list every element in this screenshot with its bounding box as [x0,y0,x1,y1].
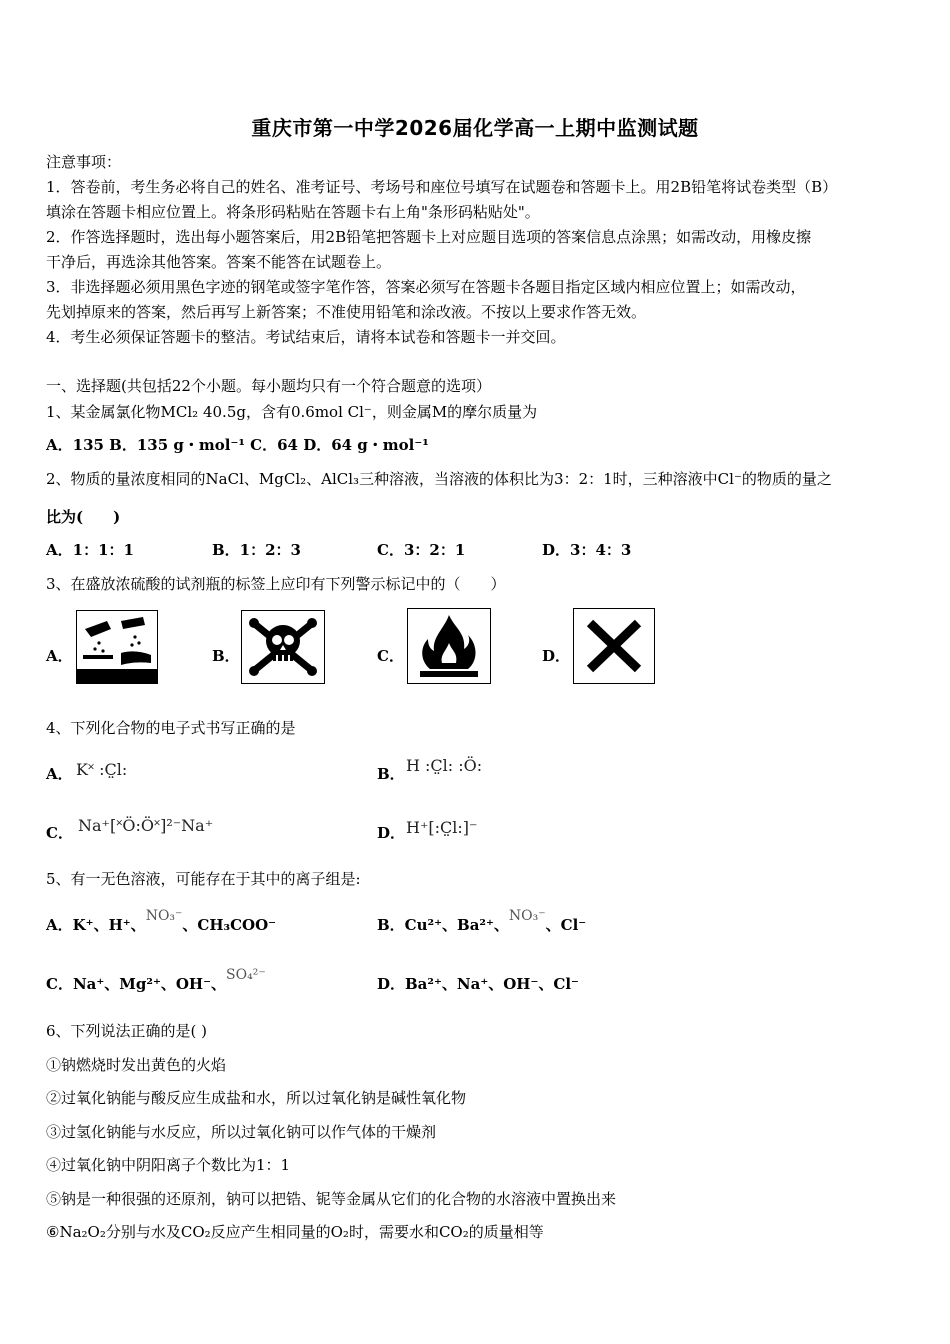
notice-line-2: 填涂在答题卡相应位置上。将条形码粘贴在答题卡右上角"条形码粘贴处"。 [46,203,540,221]
q4-option-c: C． [46,824,73,842]
page-title: 重庆市第一中学2026届化学高一上期中监测试题 [251,116,699,140]
q4-formula-a: K˟ :C̤l: [76,760,128,779]
q5-option-d: D．Ba²⁺、Na⁺、OH⁻、Cl⁻ [377,975,579,993]
q6-stem: 6、下列说法正确的是( ) [46,1022,208,1040]
q5-option-c [46,967,266,995]
q3-option-a: A． [46,647,73,665]
q5-option-b-text: B．Cu²⁺、Ba²⁺、 [377,916,509,934]
q2-option-d: D．3：4：3 [542,541,632,559]
q5-option-a [46,908,277,936]
section-heading: 一、选择题(共包括22个小题。每小题均只有一个符合题意的选项） [46,377,491,395]
q2-stem: 2、物质的量浓度相同的NaCl、MgCl₂、AlCl₃三种溶液，当溶液的体积比为3：2：1时，三种溶液中Cl⁻的物质的量之 [46,470,832,488]
q5-option-c-text: C．Na⁺、Mg²⁺、OH⁻、 [46,975,227,993]
notice-line-7: 4．考生必须保证答题卡的整洁。考试结束后，请将本试卷和答题卡一并交回。 [46,328,566,346]
q3-stem: 3、在盛放浓硫酸的试剂瓶的标签上应印有下列警示标记中的（ ） [46,575,506,593]
q4-stem: 4、下列化合物的电子式书写正确的是 [46,719,296,737]
q2-stem-cont: 比为( ) [46,508,121,526]
q5-option-b [377,908,587,936]
q4-option-b: B． [377,765,405,783]
q6-statement-5: ⑤钠是一种很强的还原剂，钠可以把锆、铌等金属从它们的化合物的水溶液中置换出来 [46,1190,617,1208]
q6-statement-4: ④过氧化钠中阴阳离子个数比为1：1 [46,1156,291,1174]
q1-options: A．135 B．135 g・mol⁻¹ C．64 D．64 g・mol⁻¹ [46,436,429,454]
q4-option-a: A． [46,765,73,783]
notice-heading: 注意事项： [46,153,122,171]
q6-statement-3: ③过氢化钠能与水反应，所以过氧化钠可以作气体的干燥剂 [46,1123,437,1141]
q2-option-a: A．1：1：1 [46,541,134,559]
notice-line-4: 干净后，再选涂其他答案。答案不能答在试题卷上。 [46,253,392,271]
corrosive-icon [76,610,158,684]
q5-option-b-tail: 、Cl⁻ [545,916,587,934]
q2-option-c: C．3：2：1 [377,541,466,559]
q5-option-a-text: A．K⁺、H⁺、 [46,916,146,934]
q3-option-d: D． [542,647,571,665]
q5-option-b-ion: NO₃⁻ [508,908,546,924]
q5-option-c-ion: SO₄²⁻ [226,967,266,983]
notice-line-3: 2．作答选择题时，选出每小题答案后，用2B铅笔把答题卡上对应题目选项的答案信息点涂黑；如需改动，用橡皮擦 [46,228,812,246]
notice-line-6: 先划掉原来的答案，然后再写上新答案；不准使用铅笔和涂改液。不按以上要求作答无效。 [46,303,647,321]
q4-formula-d: H⁺[:C̤l:]⁻ [406,818,478,837]
q6-statement-6: ⑥Na₂O₂分别与水及CO₂反应产生相同量的O₂时，需要水和CO₂的质量相等 [46,1223,544,1241]
skull-crossbones-icon [241,610,325,684]
q4-formula-c: Na⁺[˟Ö:Ö˟]²⁻Na⁺ [78,816,214,835]
q6-statement-1: ①钠燃烧时发出黄色的火焰 [46,1056,227,1074]
q6-statement-2: ②过氧化钠能与酸反应生成盐和水，所以过氧化钠是碱性氧化物 [46,1089,467,1107]
q1-stem: 1、某金属氯化物MCl₂ 40.5g，含有0.6mol Cl⁻，则金属M的摩尔质量为 [46,403,538,421]
cross-icon [573,608,655,684]
q2-option-b: B．1：2：3 [212,541,301,559]
q5-stem: 5、有一无色溶液，可能存在于其中的离子组是: [46,870,361,888]
q4-formula-b: H :C̤l: :Ö: [406,756,483,775]
q4-option-d: D． [377,824,406,842]
flame-icon [407,608,491,684]
q3-option-c: C． [377,647,404,665]
q5-option-a-tail: 、CH₃COO⁻ [182,916,277,934]
notice-line-1: 1．答卷前，考生务必将自己的姓名、准考证号、考场号和座位号填写在试题卷和答题卡上。用2B铅笔将试卷类型（B） [46,178,838,196]
q5-option-a-ion: NO₃⁻ [145,908,183,924]
q3-option-b: B． [212,647,240,665]
notice-line-5: 3．非选择题必须用黑色字迹的钢笔或签字笔作答，答案必须写在答题卡各题目指定区域内相应位置上；如需改动， [46,278,806,296]
